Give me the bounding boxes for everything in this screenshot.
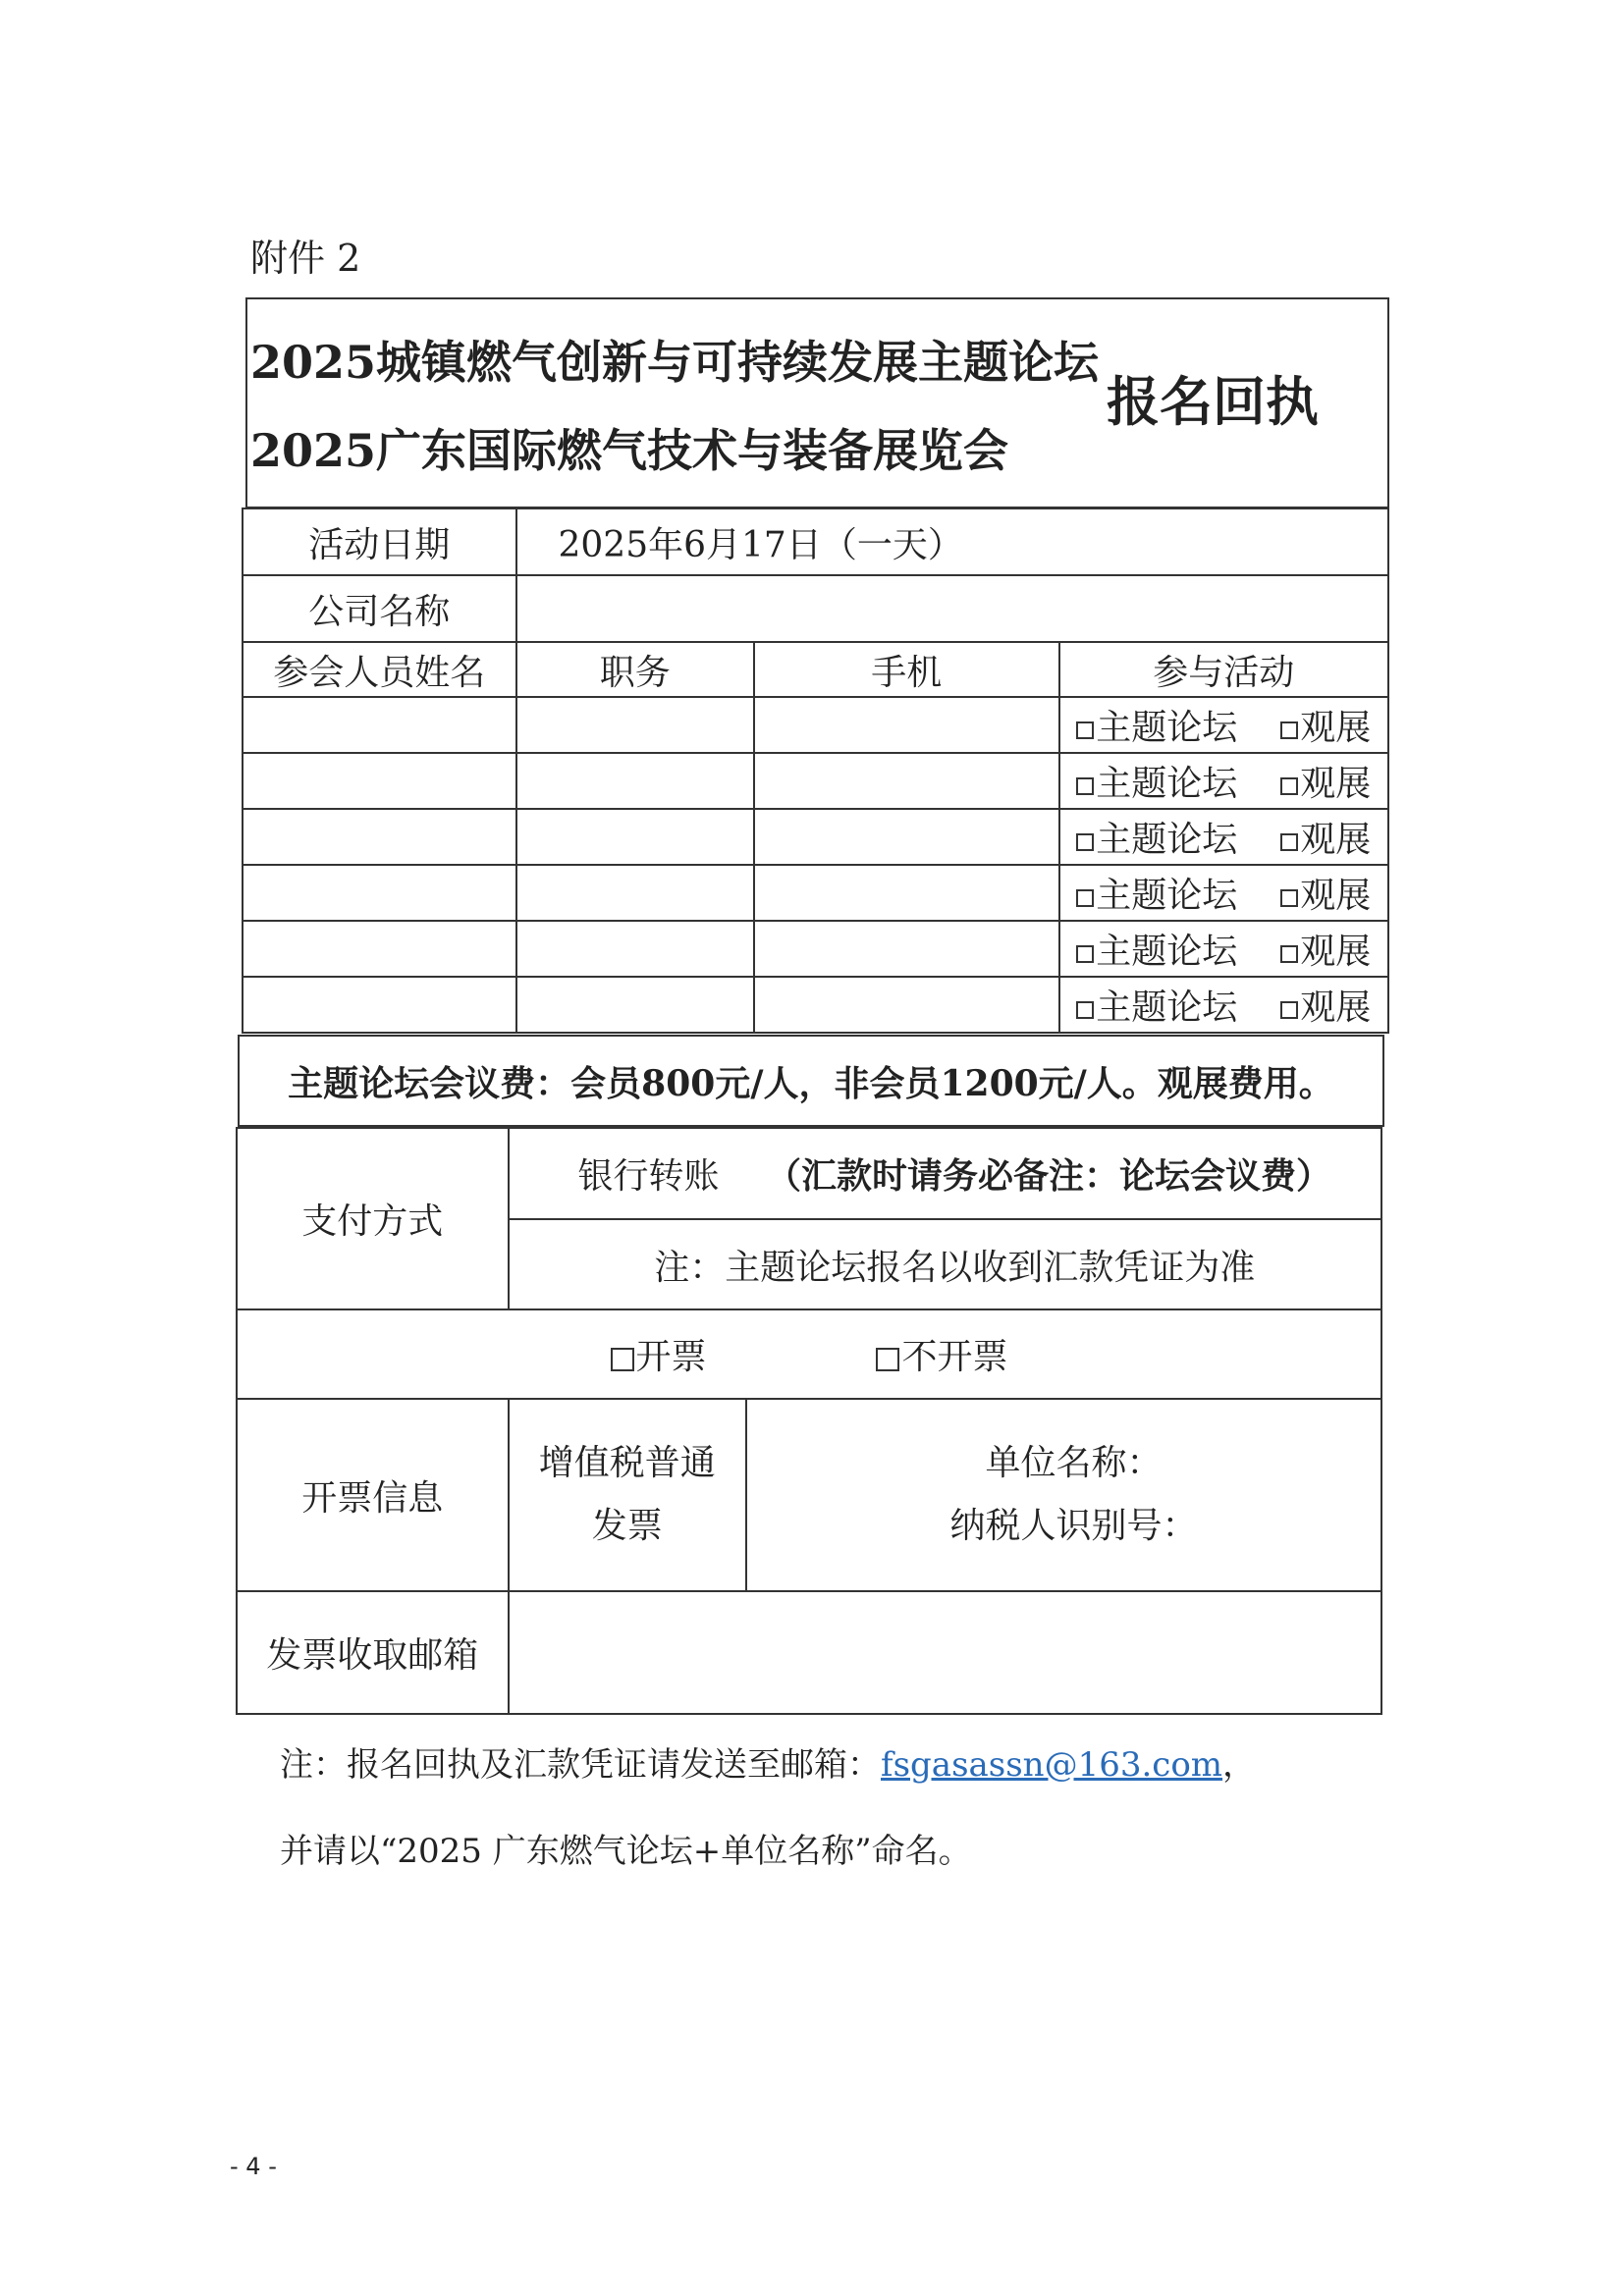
- forum-option-label: 主题论坛: [1096, 708, 1238, 748]
- forum-checkbox[interactable]: [1076, 945, 1094, 963]
- submission-email-link[interactable]: fsgasassn@163.com: [881, 1745, 1223, 1785]
- company-label: 公司名称: [243, 575, 516, 642]
- activity-cell: [1059, 865, 1388, 921]
- forum-checkbox[interactable]: [1076, 1001, 1094, 1019]
- forum-checkbox[interactable]: [1076, 721, 1094, 739]
- phone-cell[interactable]: [754, 697, 1058, 753]
- expo-checkbox[interactable]: [1280, 1001, 1298, 1019]
- form-header: [245, 297, 1389, 508]
- col-header-phone: 手机: [754, 642, 1058, 697]
- expo-option-label: 观展: [1300, 876, 1372, 916]
- phone-cell[interactable]: [754, 809, 1058, 865]
- payment-invoice-table: [236, 1127, 1382, 1715]
- page-number: - 4 -: [230, 2153, 277, 2180]
- name-cell[interactable]: [243, 977, 516, 1033]
- payment-label: 支付方式: [237, 1128, 509, 1309]
- invoice-email-label: 发票收取邮箱: [237, 1591, 509, 1714]
- attendee-row: [243, 809, 1388, 865]
- attachment-label: 附件 2: [250, 237, 361, 280]
- bank-transfer-text: 银行转账: [577, 1156, 720, 1197]
- invoice-type-line1: 增值税普通: [538, 1443, 716, 1483]
- activity-cell: [1059, 753, 1388, 809]
- forum-checkbox[interactable]: [1076, 889, 1094, 907]
- phone-cell[interactable]: [754, 753, 1058, 809]
- attendee-row: [243, 921, 1388, 977]
- attendee-row: [243, 977, 1388, 1033]
- invoice-fields-cell: [746, 1399, 1381, 1591]
- fee-notice: 主题论坛会议费：会员800元/人，非会员1200元/人。观展费用。: [238, 1035, 1384, 1127]
- expo-checkbox[interactable]: [1280, 945, 1298, 963]
- registration-table: [242, 507, 1389, 1034]
- position-cell[interactable]: [516, 809, 755, 865]
- bank-remark-text: （汇款时请务必备注：论坛会议费）: [765, 1155, 1331, 1197]
- phone-cell[interactable]: [754, 977, 1058, 1033]
- tax-id-field[interactable]: 纳税人识别号：: [949, 1506, 1198, 1546]
- name-cell[interactable]: [243, 753, 516, 809]
- forum-option-label: 主题论坛: [1096, 820, 1238, 860]
- expo-option-label: 观展: [1300, 764, 1372, 804]
- expo-option-label: 观展: [1300, 988, 1372, 1028]
- forum-option-label: 主题论坛: [1096, 764, 1238, 804]
- position-cell[interactable]: [516, 753, 755, 809]
- name-cell[interactable]: [243, 697, 516, 753]
- no-invoice-checkbox[interactable]: [876, 1348, 899, 1371]
- no-invoice-label: 不开票: [901, 1337, 1008, 1377]
- company-field[interactable]: [516, 575, 1389, 642]
- expo-checkbox[interactable]: [1280, 889, 1298, 907]
- issue-invoice-checkbox[interactable]: [611, 1348, 634, 1371]
- date-value: 2025年6月17日（一天）: [516, 508, 1389, 575]
- expo-option-label: 观展: [1300, 932, 1372, 972]
- col-header-position: 职务: [516, 642, 755, 697]
- submission-note: [280, 1737, 1256, 1786]
- activity-cell: [1059, 809, 1388, 865]
- attendee-row: [243, 753, 1388, 809]
- name-cell[interactable]: [243, 809, 516, 865]
- position-cell[interactable]: [516, 977, 755, 1033]
- activity-cell: [1059, 921, 1388, 977]
- expo-option-label: 观展: [1300, 708, 1372, 748]
- name-cell[interactable]: [243, 865, 516, 921]
- expo-checkbox[interactable]: [1280, 777, 1298, 795]
- naming-note: 并请以“2025 广东燃气论坛+单位名称”命名。: [280, 1832, 972, 1871]
- payment-note: 注：主题论坛报名以收到汇款凭证为准: [509, 1219, 1381, 1309]
- attendee-row: [243, 865, 1388, 921]
- position-cell[interactable]: [516, 921, 755, 977]
- submission-note-suffix: ，: [1222, 1745, 1257, 1785]
- forum-option-label: 主题论坛: [1096, 876, 1238, 916]
- position-cell[interactable]: [516, 865, 755, 921]
- activity-cell: [1059, 977, 1388, 1033]
- invoice-info-label: 开票信息: [237, 1399, 509, 1591]
- invoice-email-field[interactable]: [509, 1591, 1381, 1714]
- date-label: 活动日期: [243, 508, 516, 575]
- expo-title: 2025广东国际燃气技术与装备展览会: [250, 424, 1009, 477]
- forum-checkbox[interactable]: [1076, 833, 1094, 851]
- forum-checkbox[interactable]: [1076, 777, 1094, 795]
- expo-checkbox[interactable]: [1280, 833, 1298, 851]
- invoice-choice-cell: [237, 1309, 1381, 1399]
- forum-title: 2025城镇燃气创新与可持续发展主题论坛: [250, 336, 1100, 389]
- expo-checkbox[interactable]: [1280, 721, 1298, 739]
- phone-cell[interactable]: [754, 865, 1058, 921]
- col-header-activity: 参与活动: [1059, 642, 1388, 697]
- payment-bank-cell: [509, 1128, 1381, 1219]
- invoice-type-cell: [509, 1399, 747, 1591]
- invoice-type-line2: 发票: [591, 1506, 663, 1546]
- expo-option-label: 观展: [1300, 820, 1372, 860]
- phone-cell[interactable]: [754, 921, 1058, 977]
- forum-option-label: 主题论坛: [1096, 988, 1238, 1028]
- submission-note-text: 注：报名回执及汇款凭证请发送至邮箱：: [280, 1745, 881, 1785]
- attendee-row: [243, 697, 1388, 753]
- forum-option-label: 主题论坛: [1096, 932, 1238, 972]
- name-cell[interactable]: [243, 921, 516, 977]
- receipt-title: 报名回执: [1107, 370, 1319, 433]
- position-cell[interactable]: [516, 697, 755, 753]
- activity-cell: [1059, 697, 1388, 753]
- col-header-name: 参会人员姓名: [243, 642, 516, 697]
- issue-invoice-label: 开票: [635, 1337, 707, 1377]
- unit-name-field[interactable]: 单位名称：: [985, 1443, 1163, 1483]
